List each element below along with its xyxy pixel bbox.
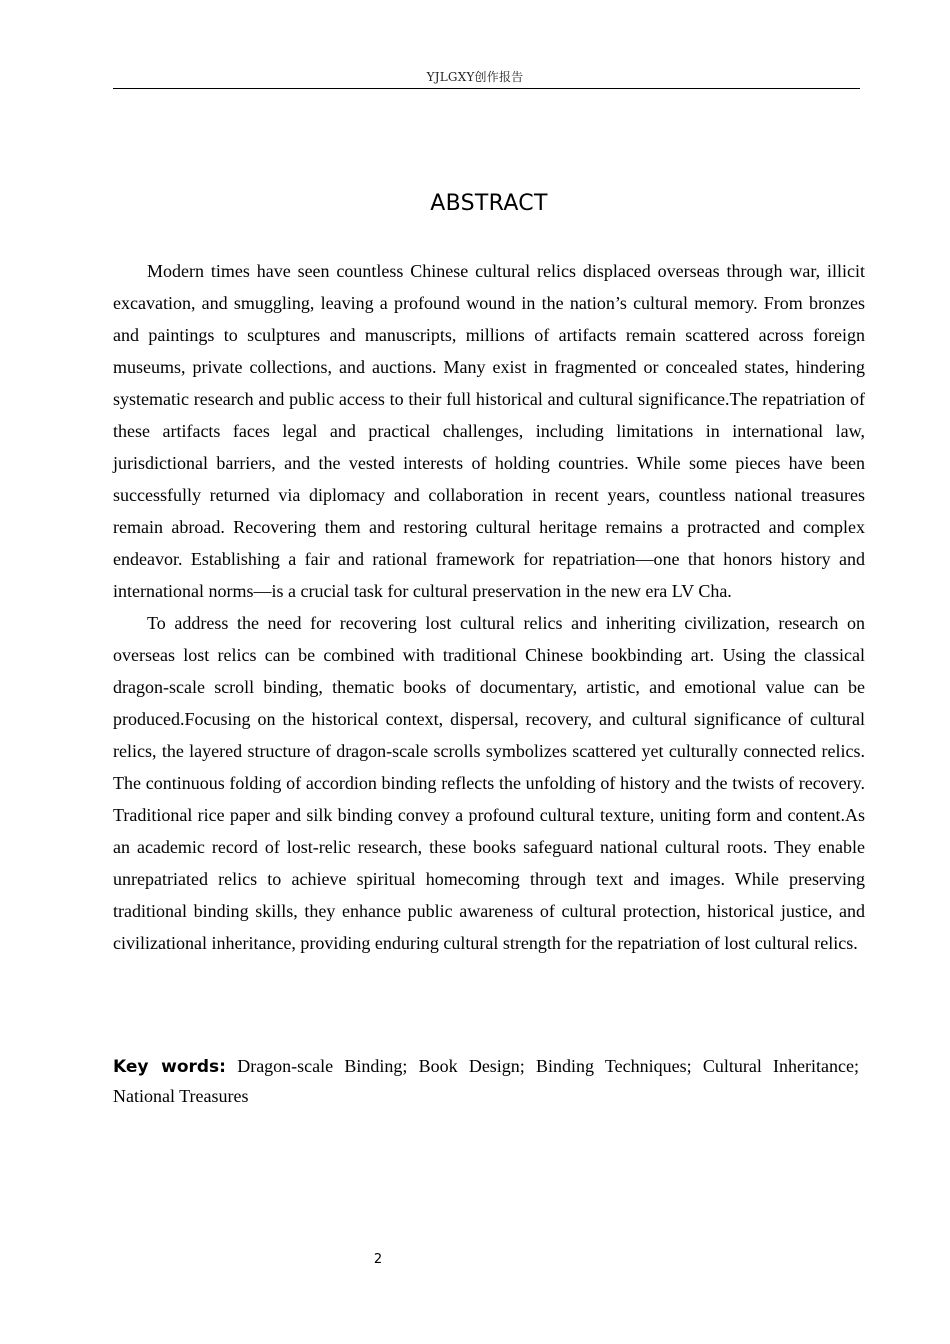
- abstract-title: ABSTRACT: [430, 191, 548, 216]
- header-rule: [113, 88, 860, 89]
- page-number: 2: [373, 1252, 383, 1267]
- abstract-paragraph-2: To address the need for recovering lost cultural relics and inheriting civilization, research on overseas lost relics can be combined with traditional Chinese bookbinding art. Using the classical dragon-scale scroll binding, thematic books of documentary, artistic, and emotional value can be produced.Focusing on the historical context, dispersal, recovery, and cultural significance of cultural relics, the layered structure of dragon-scale scrolls symbolizes scattered yet culturally connected relics. The continuous folding of accordion binding reflects the unfolding of history and the twists of recovery. Traditional rice paper and silk binding convey a profound cultural texture, uniting form and content.As an academic record of lost-relic research, these books safeguard national cultural roots. They enable unrepatriated relics to achieve spiritual homecoming through text and images. While preserving traditional binding skills, they enhance public awareness of cultural protection, historical justice, and civilizational inheritance, providing enduring cultural strength for the repatriation of lost cultural relics.: [113, 613, 865, 953]
- running-header: YJLGXY创作报告: [426, 70, 524, 84]
- keywords-block: [113, 1052, 859, 1111]
- abstract-paragraph-1: Modern times have seen countless Chinese cultural relics displaced overseas through war, illicit excavation, and smuggling, leaving a profound wound in the nation’s cultural memory. From bronzes and paintings to sculptures and manuscripts, millions of artifacts remain scattered across foreign museums, private collections, and auctions. Many exist in fragmented or concealed states, hindering systematic research and public access to their full historical and cultural significance.The repatriation of these artifacts faces legal and practical challenges, including limitations in international law, jurisdictional barriers, and the vested interests of holding countries. While some pieces have been successfully returned via diplomacy and collaboration in recent years, countless national treasures remain abroad. Recovering them and restoring cultural heritage remains a protracted and complex endeavor. Establishing a fair and rational framework for repatriation—one that honors history and international norms—is a crucial task for cultural preservation in the new era LV Cha.: [113, 261, 865, 601]
- keywords-list: Dragon-scale Binding; Book Design; Binding Techniques; Cultural Inheritance; National Treasures: [113, 1056, 860, 1106]
- abstract-body: [113, 255, 865, 959]
- keywords-label: Key words:: [113, 1057, 226, 1077]
